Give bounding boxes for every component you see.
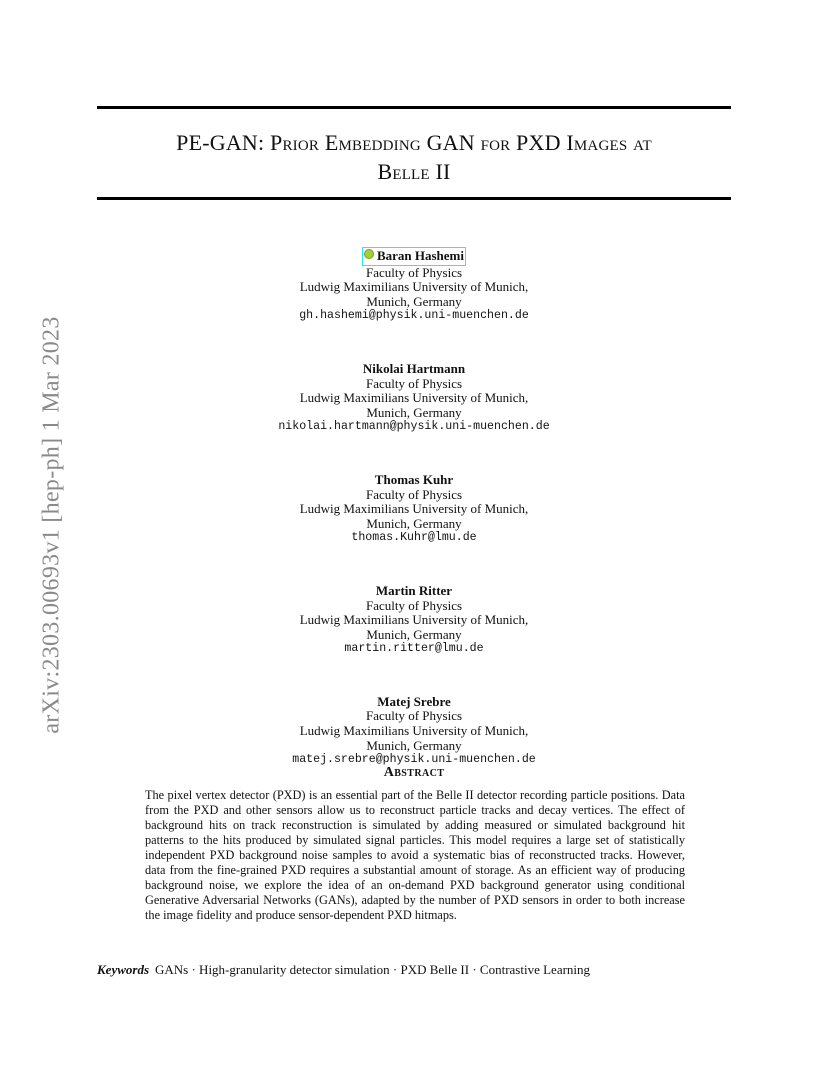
author-name: Martin Ritter — [375, 582, 453, 598]
author-city: Munich, Germany — [366, 404, 462, 420]
author-city: Munich, Germany — [366, 293, 462, 309]
author-name: Thomas Kuhr — [374, 471, 454, 487]
abstract-body: The pixel vertex detector (PXD) is an essential part of the Belle II detector recording particle positions. Data from the PXD and other sensors allow us to reconstruct particle tracks and decay vertices. The effect of background hits on track reconstruction is simulated by adding measured or simulated background hit patterns to the hits produced by simulated signal particles. This model requires a large set of statistically independent PXD background noise samples to avoid a systematic bias of reconstructed tracks. However, data from the fine-grained PXD requires a substantial amount of storage. As an efficient way of producing background noise, we explore the idea of an on-demand PXD background generator using conditional Generative Adversarial Networks (GANs), adapted by the number of PXD sensors in order to both increase the image fidelity and produce sensor-dependent PXD hitmaps. — [145, 788, 685, 922]
author-list — [97, 247, 731, 806]
author-email[interactable]: nikolai.hartmann@physik.uni-muenchen.de — [278, 420, 550, 434]
keywords-label: Keywords — [97, 962, 149, 977]
keywords-line — [97, 962, 590, 978]
author-name: Nikolai Hartmann — [362, 360, 466, 376]
author-name — [97, 247, 731, 266]
author-block — [97, 695, 731, 768]
author-block — [97, 247, 731, 324]
author-university: Ludwig Maximilians University of Munich, — [299, 279, 529, 295]
author-block — [97, 584, 731, 657]
author-university: Ludwig Maximilians University of Munich, — [299, 612, 529, 628]
author-dept: Faculty of Physics — [365, 486, 463, 502]
author-university: Ludwig Maximilians University of Munich, — [299, 390, 529, 406]
title-line-2: Belle II — [377, 159, 451, 184]
author-block — [97, 362, 731, 435]
author-university: Ludwig Maximilians University of Munich, — [299, 723, 529, 739]
title-bottom-rule — [97, 197, 731, 200]
author-city: Munich, Germany — [366, 737, 462, 753]
author-dept: Faculty of Physics — [365, 708, 463, 724]
title-top-rule — [97, 106, 731, 109]
orcid-link[interactable]: Baran Hashemi — [362, 247, 466, 266]
author-email[interactable]: matej.srebre@physik.uni-muenchen.de — [292, 753, 536, 767]
author-dept: Faculty of Physics — [365, 264, 463, 280]
keywords-list: GANs · High-granularity detector simulation · PXD Belle II · Contrastive Learning — [155, 962, 591, 977]
author-university: Ludwig Maximilians University of Munich, — [299, 501, 529, 517]
author-email[interactable]: martin.ritter@lmu.de — [344, 642, 484, 656]
author-dept: Faculty of Physics — [365, 597, 463, 613]
author-name: Matej Srebre — [377, 693, 451, 709]
author-city: Munich, Germany — [366, 626, 462, 642]
abstract-heading: Abstract — [383, 765, 445, 780]
paper-title — [97, 128, 731, 186]
author-dept: Faculty of Physics — [365, 375, 463, 391]
author-email[interactable]: gh.hashemi@physik.uni-muenchen.de — [299, 309, 529, 323]
author-block — [97, 473, 731, 546]
author-city: Munich, Germany — [366, 515, 462, 531]
orcid-icon[interactable] — [364, 249, 374, 259]
title-line-1: PE-GAN: Prior Embedding GAN for PXD Images at — [176, 130, 652, 155]
author-email[interactable]: thomas.Kuhr@lmu.de — [351, 531, 477, 545]
arxiv-identifier[interactable]: arXiv:2303.00693v1 [hep-ph] 1 Mar 2023 — [38, 316, 65, 734]
